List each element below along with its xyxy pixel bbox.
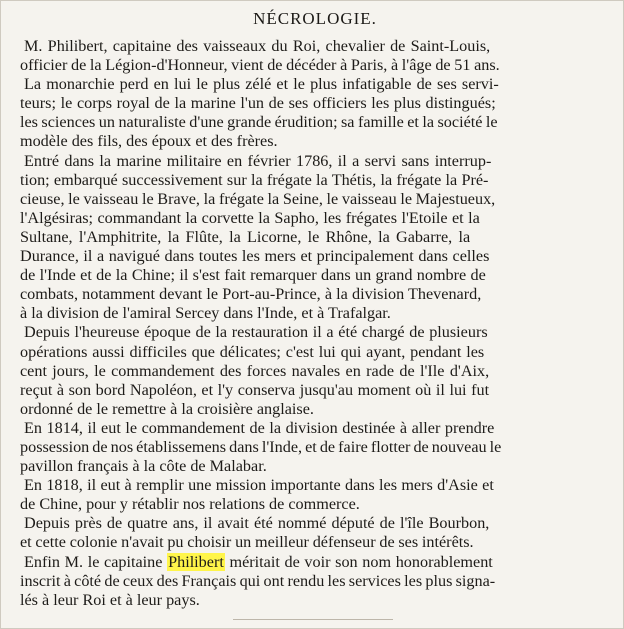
- text-line: Durance, il a navigué dans toutes les mers et principalement dans celles: [20, 247, 490, 266]
- text-line: et cette colonie n'avait pu choisir un meilleur défenseur de ses intérêts.: [20, 533, 474, 552]
- text-line: reçut à son bord Napoléon, et l'y conserva jusqu'au moment où il lui fut: [20, 380, 490, 399]
- text-line: de l'Inde et de la Chine; il s'est fait remarquer dans un grand nombre de: [20, 266, 486, 285]
- article-title: NÉCROLOGIE.: [253, 9, 377, 28]
- text-line: lés à leur Roi et à leur pays.: [20, 590, 200, 609]
- paragraph-7: [20, 514, 610, 552]
- paragraph-4: [20, 323, 610, 418]
- text-line: à la division de l'amiral Sercey dans l'Inde, et à Trafalgar.: [20, 304, 391, 323]
- paragraph-2: [20, 75, 610, 151]
- text-line: modèle des fils, des époux et des frères.: [20, 132, 278, 151]
- text-line: possession de nos établissemens dans l'Inde, et de faire flotter de nouveau le: [20, 437, 502, 456]
- text-line: cent jours, le commandement des forces navales en rade de l'Ile d'Aix,: [20, 361, 490, 380]
- paragraph-1: [20, 37, 610, 75]
- text-line: inscrit à côté de ceux des Français qui ont rendu les services les plus signa-: [20, 571, 496, 590]
- text-line: La monarchie perd en lui le plus zélé et le plus infatigable de ses servi-: [24, 75, 499, 94]
- text-line: M. Philibert, capitaine des vaisseaux du Roi, chevalier de Saint-Louis,: [24, 37, 491, 55]
- text-line: pavillon français à la côte de Malabar.: [20, 457, 267, 476]
- paragraph-8: [20, 553, 610, 610]
- text-line: Depuis près de quatre ans, il avait été nommé député de l'île Bourbon,: [24, 514, 490, 533]
- text-fragment: Enfin M. le capitaine: [24, 552, 168, 571]
- text-line: Entré dans la marine militaire en février 1786, il a servi sans interrup-: [24, 151, 492, 170]
- text-line: Sultane, l'Amphitrite, la Flûte, la Licorne, le Rhône, la Gabarre, la: [20, 227, 471, 246]
- paragraph-5: [20, 419, 610, 476]
- text-line: opérations aussi difficiles que délicates; c'est lui qui ayant, pendant les: [20, 342, 485, 361]
- text-line: En 1818, il eut à remplir une mission importante dans les mers d'Asie et: [24, 476, 494, 495]
- text-line: ordonné de le remettre à la croisière anglaise.: [20, 399, 314, 418]
- text-line: l'Algésiras; commandant la corvette la Sapho, les frégates l'Etoile et la: [20, 208, 480, 227]
- text-line: tion; embarqué successivement sur la frégate la Thétis, la frégate la Pré-: [20, 170, 489, 189]
- text-line: officier de la Légion-d'Honneur, vient de décéder à Paris, à l'âge de 51 ans.: [20, 56, 500, 75]
- highlighted-name: Philibert: [168, 552, 224, 571]
- text-line: combats, notamment devant le Port-au-Prince, à la division Thevenard,: [20, 285, 482, 304]
- text-line: cieuse, le vaisseau le Brave, la frégate la Seine, le vaisseau le Majestueux,: [20, 189, 496, 208]
- paragraph-3: [20, 152, 610, 324]
- text-line: En 1814, il eut le commandement de la division destinée à aller prendre: [24, 418, 495, 437]
- bottom-rule: [233, 619, 393, 620]
- obituary-article: [20, 7, 610, 610]
- text-fragment: méritait de voir son nom honorablement: [224, 552, 493, 571]
- text-line: Depuis l'heureuse époque de la restauration il a été chargé de plusieurs: [24, 323, 488, 342]
- text-line: de Chine, pour y rétablir nos relations de commerce.: [20, 495, 360, 514]
- text-line: [20, 553, 610, 572]
- text-line: les sciences un naturaliste d'une grande érudition; sa famille et la société le: [20, 113, 498, 132]
- text-line: teurs; le corps royal de la marine l'un de ses officiers les plus distingués;: [20, 94, 496, 113]
- paragraph-6: [20, 476, 610, 514]
